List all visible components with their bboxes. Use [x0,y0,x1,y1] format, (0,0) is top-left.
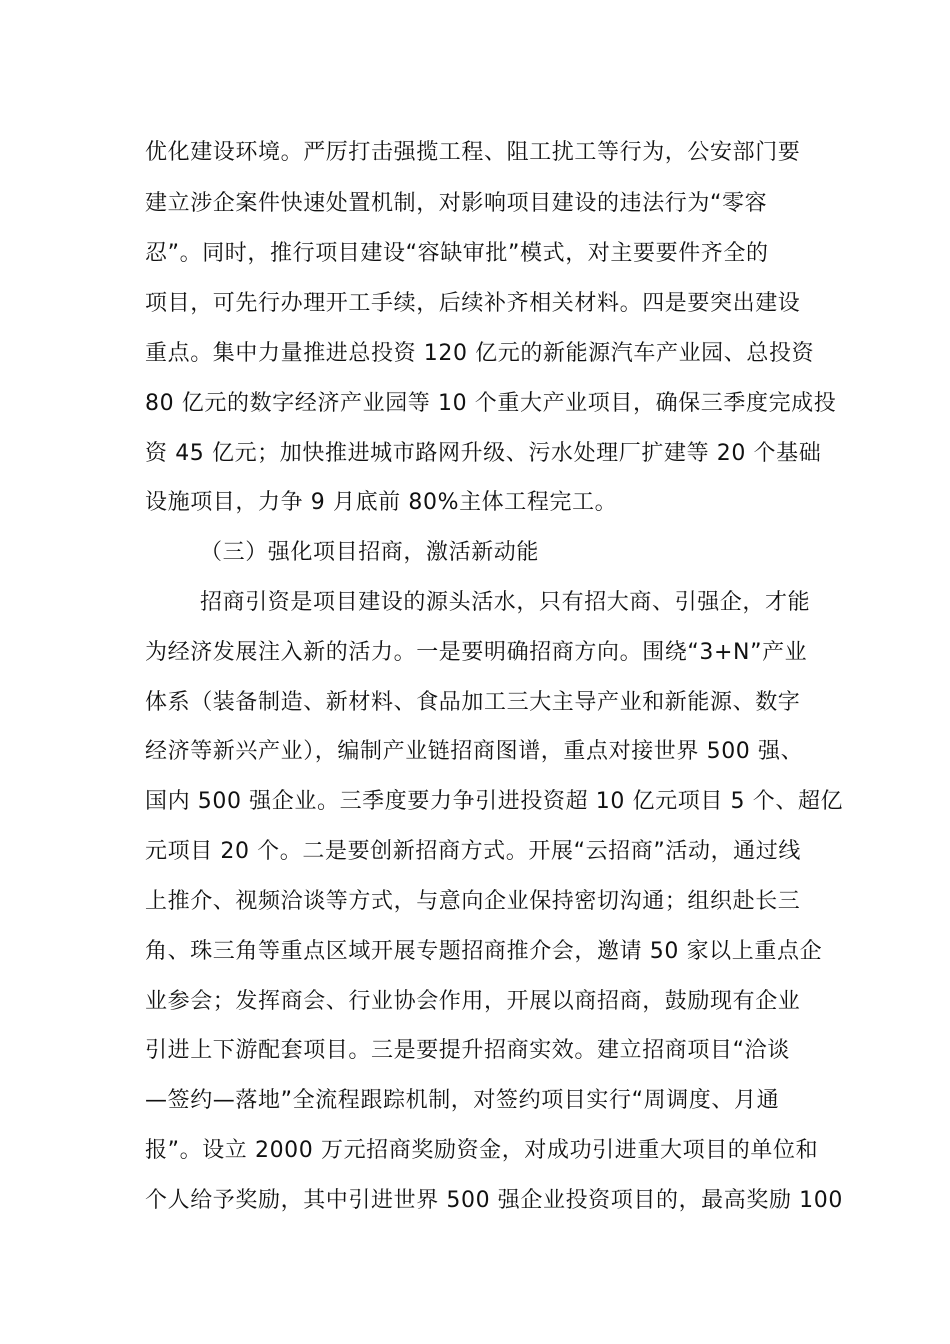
paragraph-line: 上推介、视频洽谈等方式，与意向企业保持密切沟通；组织赴长三 [145,889,801,914]
paragraph-line: —签约—落地”全流程跟踪机制，对签约项目实行“周调度、月通 [145,1088,780,1113]
paragraph-line: 国内 500 强企业。三季度要力争引进投资超 10 亿元项目 5 个、超亿 [145,789,844,814]
section-heading: （三）强化项目招商，激活新动能 [200,540,540,565]
paragraph-line: 80 亿元的数字经济产业园等 10 个重大产业项目，确保三季度完成投 [145,391,837,416]
paragraph-line: 报”。设立 2000 万元招商奖励资金，对成功引进重大项目的单位和 [145,1138,819,1163]
paragraph-line: 为经济发展注入新的活力。一是要明确招商方向。围绕“3+N”产业 [145,640,808,665]
paragraph-line: 资 45 亿元；加快推进城市路网升级、污水处理厂扩建等 20 个基础 [145,441,822,466]
paragraph-line: 元项目 20 个。二是要创新招商方式。开展“云招商”活动，通过线 [145,839,801,864]
paragraph-line: 引进上下游配套项目。三是要提升招商实效。建立招商项目“洽谈 [145,1038,790,1063]
paragraph-line: 忍”。同时，推行项目建设“容缺审批”模式，对主要要件齐全的 [145,241,769,266]
paragraph-line: 项目，可先行办理开工手续，后续补齐相关材料。四是要突出建设 [145,291,801,316]
paragraph-line: 体系（装备制造、新材料、食品加工三大主导产业和新能源、数字 [145,690,801,715]
paragraph-line: 优化建设环境。严厉打击强揽工程、阻工扰工等行为，公安部门要 [145,140,801,165]
paragraph-line: 角、珠三角等重点区域开展专题招商推介会，邀请 50 家以上重点企 [145,939,823,964]
paragraph-line: 设施项目，力争 9 月底前 80%主体工程完工。 [145,490,618,515]
paragraph-line: 个人给予奖励，其中引进世界 500 强企业投资项目的，最高奖励 100 [145,1188,843,1213]
paragraph-line: 经济等新兴产业），编制产业链招商图谱，重点对接世界 500 强、 [145,739,804,764]
paragraph-line: 建立涉企案件快速处置机制，对影响项目建设的违法行为“零容 [145,191,768,216]
paragraph-line: 招商引资是项目建设的源头活水，只有招大商、引强企，才能 [200,590,811,615]
paragraph-line: 重点。集中力量推进总投资 120 亿元的新能源汽车产业园、总投资 [145,341,815,366]
paragraph-line: 业参会；发挥商会、行业协会作用，开展以商招商，鼓励现有企业 [145,989,801,1014]
